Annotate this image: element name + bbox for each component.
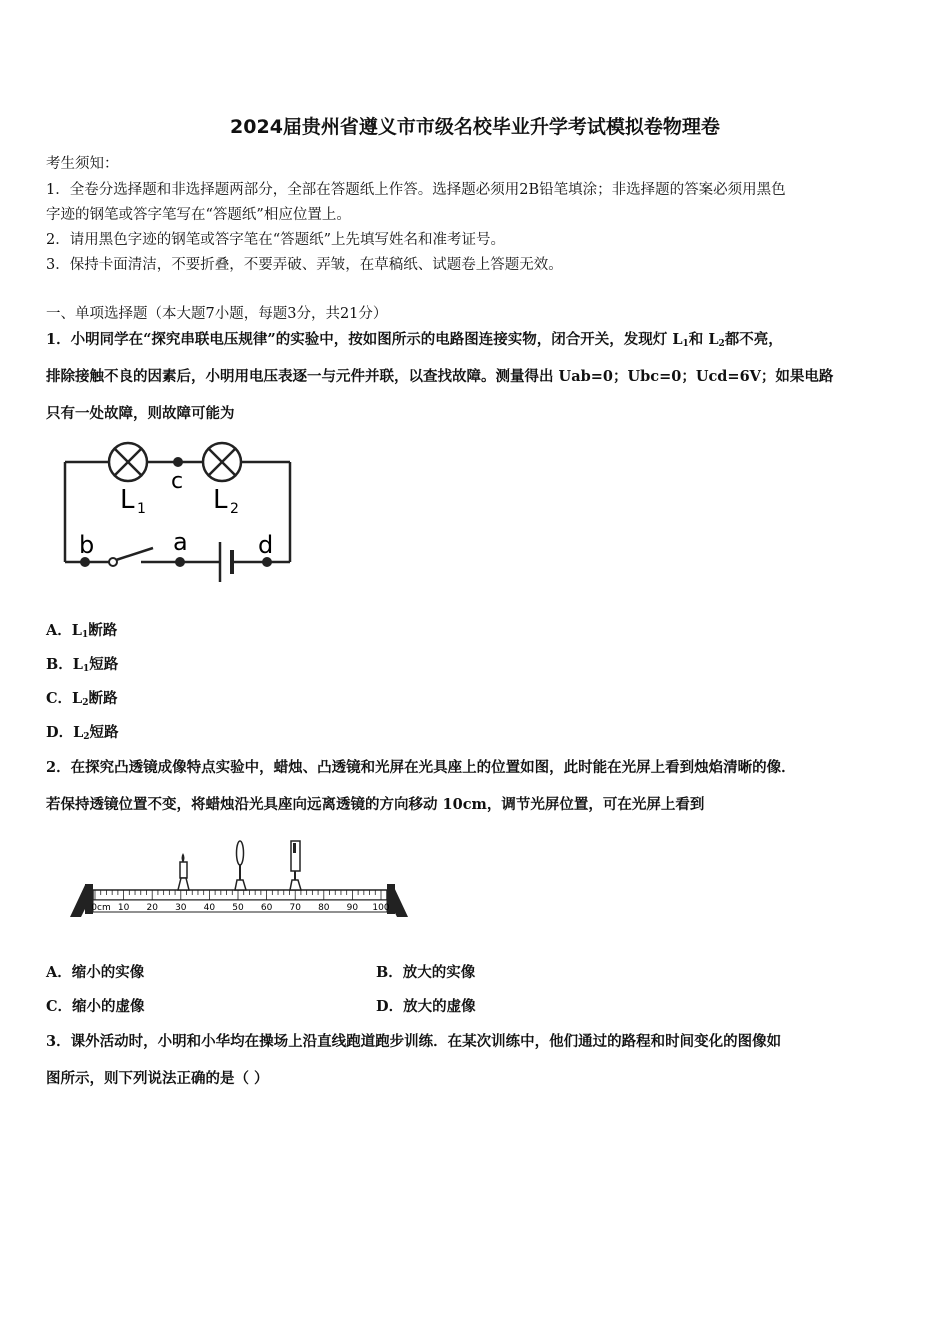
battery-icon xyxy=(220,542,232,582)
q2-option-a[interactable]: A．缩小的实像 xyxy=(46,964,145,981)
scale-label: 60 xyxy=(260,903,273,913)
label-a: a xyxy=(173,528,188,556)
label-l1-sub: 1 xyxy=(137,501,146,517)
scale-label: 30 xyxy=(175,903,187,913)
notice-line-3: 2．请用黑色字迹的钢笔或答字笔在“答题纸”上先填写姓名和准考证号。 xyxy=(46,232,506,248)
q1-line-1: 1．小明同学在“探究串联电压规律”的实验中，按如图所示的电路图连接实物，闭合开关，发现灯 $L_1$和 $L_2$都不亮， xyxy=(46,331,783,349)
notice-line-2: 字迹的钢笔或答字笔写在“答题纸”相应位置上。 xyxy=(46,207,351,223)
q2-option-c[interactable]: C．缩小的虚像 xyxy=(46,998,145,1015)
lamp-l1-icon xyxy=(109,443,147,481)
node-a xyxy=(175,557,185,567)
scale-label: 20 xyxy=(146,903,158,913)
circuit-diagram xyxy=(55,440,305,590)
scale-label: 90 xyxy=(346,903,359,913)
lens-icon xyxy=(235,841,246,890)
q2-option-d[interactable]: D．放大的虚像 xyxy=(376,998,476,1015)
label-l1: L xyxy=(120,485,135,515)
scale-label: 80 xyxy=(318,903,330,913)
q2-line-2: 若保持透镜位置不变，将蜡烛沿光具座向远离透镜的方向移动 10cm，调节光屏位置，可在光屏上看到 xyxy=(46,796,705,813)
scale-label: 50 xyxy=(232,903,244,913)
q2-option-b[interactable]: B．放大的实像 xyxy=(376,964,476,981)
scale-label: 70 xyxy=(289,903,301,913)
q1-option-b[interactable]: B．$L_1$短路 xyxy=(46,656,119,674)
q1-line-2: 排除接触不良的因素后，小明用电压表逐一与元件并联，以查找故障。测量得出 Uab=0；Ubc=0；Ucd=6V；如果电路 xyxy=(46,368,834,385)
label-l2-sub: 2 xyxy=(230,501,239,517)
scale-label: 100 xyxy=(372,903,390,913)
notice-line-4: 3．保持卡面清洁，不要折叠，不要弄破、弄皱，在草稿纸、试题卷上答题无效。 xyxy=(46,257,563,273)
label-l2: L xyxy=(213,485,228,515)
screen-icon xyxy=(290,841,301,890)
q1-option-a[interactable]: A．$L_1$断路 xyxy=(46,622,118,640)
label-c: c xyxy=(171,469,184,494)
q1-option-c[interactable]: C．$L_2$断路 xyxy=(46,690,118,708)
label-d: d xyxy=(258,531,274,559)
q1-option-d[interactable]: D．$L_2$短路 xyxy=(46,724,119,742)
lamp-l2-icon xyxy=(203,443,241,481)
switch-icon xyxy=(109,548,153,566)
page-title: 2024届贵州省遵义市市级名校毕业升学考试模拟卷物理卷 xyxy=(230,116,720,138)
candle-icon xyxy=(178,853,189,890)
section-heading: 一、单项选择题（本大题7小题，每题3分，共21分） xyxy=(46,306,388,322)
label-b: b xyxy=(79,531,95,559)
q2-line-1: 2．在探究凸透镜成像特点实验中，蜡烛、凸透镜和光屏在光具座上的位置如图，此时能在光屏上看到烛焰清晰的像． xyxy=(46,759,796,776)
scale-label: 0cm xyxy=(91,903,111,913)
q3-line-2: 图所示，则下列说法正确的是（ ） xyxy=(46,1070,269,1087)
notice-line-1: 1．全卷分选择题和非选择题两部分，全部在答题纸上作答。选择题必须用2B铅笔填涂；非选择题的答案必须用黑色 xyxy=(46,182,786,198)
q1-line-3: 只有一处故障，则故障可能为 xyxy=(46,405,235,422)
scale-label: 40 xyxy=(203,903,216,913)
rail xyxy=(93,890,387,900)
q3-line-1: 3．课外活动时，小明和小华均在操场上沿直线跑道跑步训练．在某次训练中，他们通过的路程和时间变化的图像如 xyxy=(46,1033,782,1050)
notice-heading: 考生须知： xyxy=(46,156,119,172)
scale-label: 10 xyxy=(117,903,130,913)
node-c xyxy=(173,457,183,467)
optical-bench-diagram xyxy=(65,835,415,925)
